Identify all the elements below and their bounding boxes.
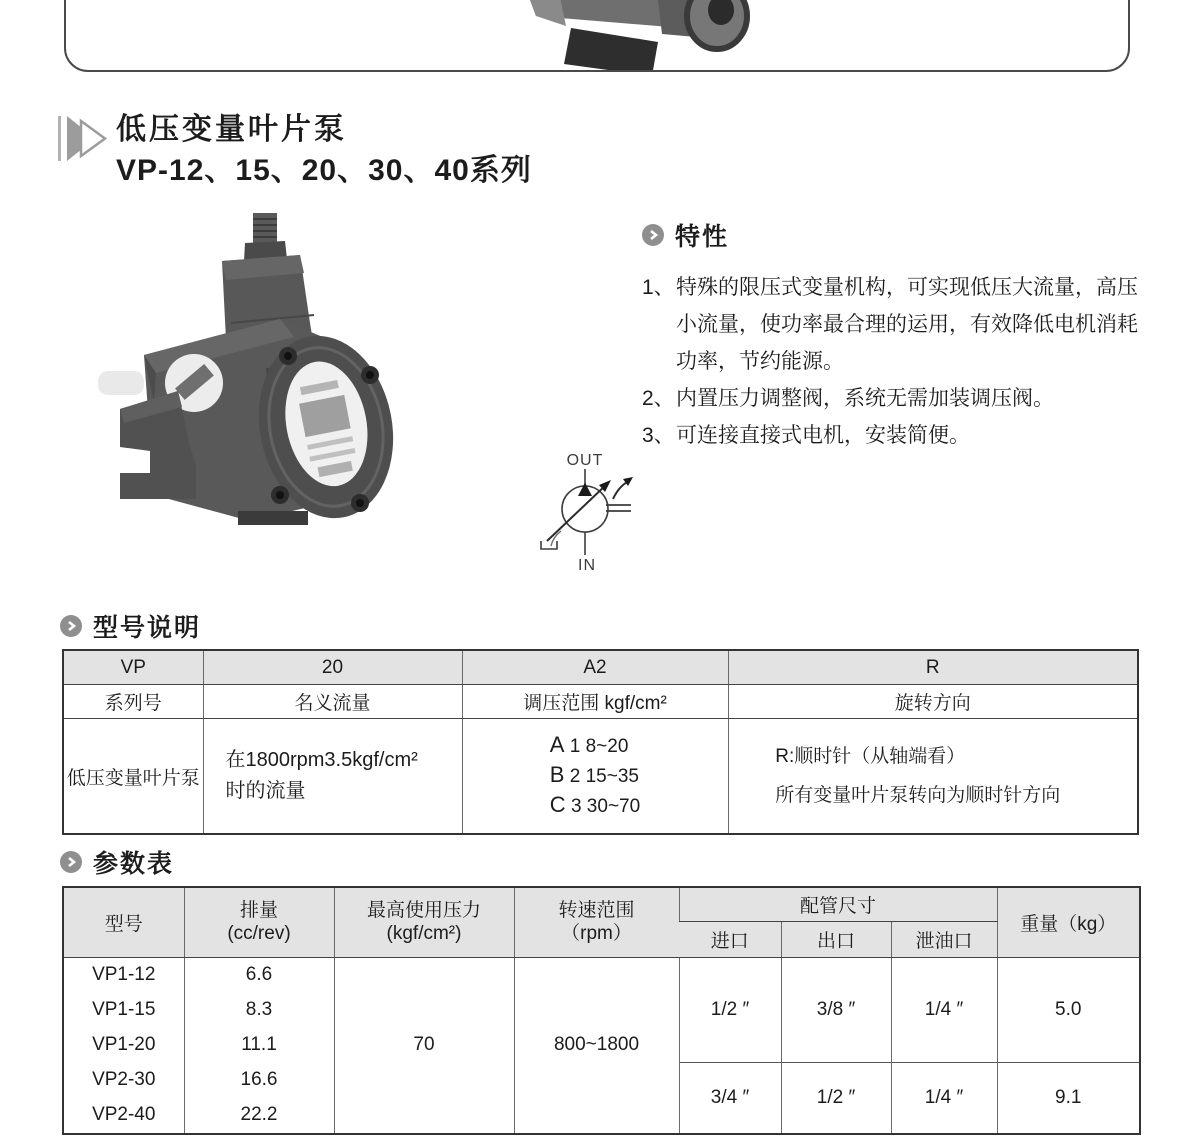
symbol-out-label: OUT	[566, 452, 604, 469]
flow-line: 在1800rpm3.5kgf/cm²	[225, 749, 418, 771]
header-line: （rpm）	[561, 923, 632, 945]
pressure-option	[550, 761, 640, 791]
cell-drain-group1: 1/4 ″	[891, 957, 997, 1063]
cell-model: VP2-30	[92, 1069, 156, 1090]
model-code-flow: 20	[203, 650, 462, 685]
col-header-drain: 泄油口	[891, 921, 997, 957]
feature-number: 3、	[642, 424, 675, 447]
col-header-displacement	[184, 887, 334, 957]
feature-number: 2、	[642, 387, 675, 410]
features-heading: 特性	[675, 223, 730, 251]
circle-chevron-icon	[60, 615, 82, 637]
double-arrow-icon	[58, 114, 110, 164]
cell-model: VP1-20	[92, 1034, 156, 1055]
model-label-pressure: 调压范围 kgf/cm²	[462, 685, 728, 719]
params-section-heading-row	[60, 844, 174, 880]
col-header-inlet: 进口	[679, 921, 781, 957]
model-label-rotation: 旋转方向	[728, 685, 1138, 719]
cell-weight-group1: 5.0	[997, 957, 1140, 1063]
title-block	[58, 110, 532, 192]
model-detail-flow	[203, 719, 462, 835]
cell-displacement: 8.3	[184, 993, 334, 1028]
header-line: 转速范围	[558, 900, 635, 922]
cell-displacement: 6.6	[184, 957, 334, 993]
pressure-option	[550, 791, 640, 821]
cell-model: VP2-40	[92, 1104, 156, 1125]
cell-model: VP1-15	[92, 999, 156, 1020]
cell-weight-group2: 9.1	[997, 1063, 1140, 1134]
features-section	[642, 217, 1202, 454]
cell-speed-range: 800~1800	[514, 957, 679, 1134]
feature-text-line: 可连接直接式电机，安装简便。	[676, 424, 970, 447]
pump-photo-cropped	[66, 0, 1128, 70]
page-subtitle: VP-12、15、20、30、40系列	[116, 154, 532, 187]
cell-displacement: 11.1	[184, 1028, 334, 1063]
model-label-flow: 名义流量	[203, 685, 462, 719]
features-heading-row	[642, 217, 1202, 253]
model-section-heading: 型号说明	[93, 614, 202, 642]
rotation-line: 所有变量叶片泵转向为顺时针方向	[775, 785, 1061, 806]
feature-item	[642, 417, 1202, 454]
header-line: (cc/rev)	[227, 923, 291, 945]
cell-outlet-group1: 3/8 ″	[781, 957, 891, 1063]
pump-product-photo	[98, 203, 543, 533]
option-letter: B	[549, 762, 565, 787]
col-header-model: 型号	[63, 887, 184, 957]
col-header-outlet: 出口	[781, 921, 891, 957]
rotation-line: R:顺时针（从轴端看）	[775, 746, 966, 767]
header-line: 排量	[239, 900, 278, 922]
top-photo-box	[64, 0, 1130, 72]
cell-displacement: 16.6	[184, 1063, 334, 1098]
table-row	[63, 957, 1140, 993]
model-code-rotation: R	[728, 650, 1138, 685]
model-section-heading-row	[60, 608, 201, 644]
cell-max-pressure: 70	[334, 957, 514, 1134]
pump-symbol-drawing	[531, 469, 651, 557]
col-header-pipe-size: 配管尺寸	[679, 887, 997, 921]
page-title: 低压变量叶片泵	[116, 113, 347, 146]
cell-inlet-group1: 1/2 ″	[679, 957, 781, 1063]
feature-text-line: 内置压力调整阀，系统无需加装调压阀。	[676, 387, 1054, 410]
model-detail-pressure-options	[462, 719, 728, 835]
model-code-vp: VP	[63, 650, 203, 685]
col-header-speed-range	[514, 887, 679, 957]
model-detail-series: 低压变量叶片泵	[66, 767, 200, 789]
col-header-max-pressure	[334, 887, 514, 957]
symbol-in-label: IN	[578, 557, 596, 574]
option-letter: C	[549, 792, 566, 817]
feature-item	[642, 269, 1202, 380]
cell-outlet-group2: 1/2 ″	[781, 1063, 891, 1134]
params-section-heading: 参数表	[93, 850, 175, 878]
option-range: 3 30~70	[565, 796, 641, 817]
cell-displacement: 22.2	[184, 1098, 334, 1134]
feature-number: 1、	[642, 276, 675, 299]
cell-inlet-group2: 3/4 ″	[679, 1063, 781, 1134]
option-letter: A	[549, 732, 565, 757]
features-list	[642, 269, 1202, 454]
model-code-pressure: A2	[462, 650, 728, 685]
model-detail-rotation	[728, 719, 1138, 835]
col-header-weight: 重量（kg）	[997, 887, 1140, 957]
feature-text-line: 功率，节约能源。	[676, 350, 844, 373]
option-range: 2 15~35	[564, 766, 639, 787]
circle-chevron-icon	[60, 851, 82, 873]
feature-text-line: 小流量，使功率最合理的运用，有效降低电机消耗	[676, 313, 1138, 336]
cell-drain-group2: 1/4 ″	[891, 1063, 997, 1134]
hydraulic-pump-symbol	[531, 452, 671, 582]
header-line: 最高使用压力	[366, 900, 481, 922]
header-line: (kgf/cm²)	[386, 923, 462, 945]
parameters-table	[62, 886, 1141, 1135]
feature-item	[642, 380, 1202, 417]
option-range: 1 8~20	[564, 736, 629, 757]
model-code-table	[62, 649, 1139, 835]
pressure-option	[550, 731, 640, 761]
model-label-series: 系列号	[63, 685, 203, 719]
feature-text-line: 特殊的限压式变量机构，可实现低压大流量，高压	[676, 276, 1138, 299]
flow-line: 时的流量	[225, 780, 306, 802]
circle-chevron-icon	[642, 224, 664, 246]
cell-model: VP1-12	[92, 964, 156, 985]
